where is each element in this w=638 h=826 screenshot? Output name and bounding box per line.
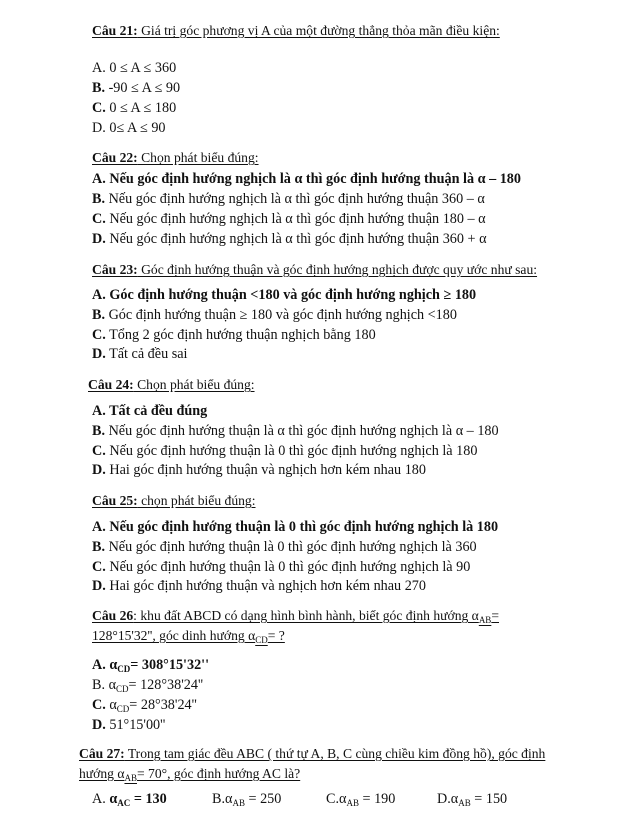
option-23-d [92, 345, 187, 363]
question-text: Trong tam giác đều ABC ( thứ tự A, B, C cùng chiều kim đồng hồ), góc định [124, 746, 546, 761]
question-text: Chọn phát biểu đúng: [133, 377, 255, 392]
question-text: = ? [267, 628, 285, 643]
option-letter: C. [326, 791, 340, 807]
option-letter: A. [92, 657, 106, 673]
option-letter: C. [92, 697, 106, 713]
option-letter: D. [92, 462, 106, 478]
option-text: = 128°38'24'' [128, 677, 204, 693]
option-24-d [92, 461, 426, 479]
subscript: AB [346, 798, 359, 808]
option-23-a [92, 286, 476, 304]
option-22-d [92, 230, 487, 248]
option-letter: D. [92, 578, 106, 594]
question-27-line-2 [79, 765, 300, 787]
subscript: AC [117, 798, 131, 808]
option-text: Nếu góc định hướng thuận là 0 thì góc định hướng nghịch là 360 [105, 539, 477, 555]
option-letter: A. [92, 791, 106, 807]
option-21-d [92, 119, 166, 137]
option-text: Nếu góc định hướng nghịch là α thì góc định hướng thuận 360 – α [105, 191, 485, 207]
option-text: = 150 [470, 791, 508, 807]
option-text: Nếu góc định hướng nghịch là α thì góc định hướng thuận 360 + α [105, 231, 487, 247]
question-27-line-1 [79, 745, 545, 763]
option-text: Hai góc định hướng thuận và nghịch hơn kém nhau 180 [105, 462, 426, 478]
option-text: = 28°38'24'' [129, 697, 197, 713]
option-text: Nếu góc định hướng thuận là α thì góc định hướng nghịch là α – 180 [105, 423, 499, 439]
option-letter: D. [92, 231, 106, 247]
question-text: = 70°, góc định hướng AC là? [136, 766, 301, 781]
option-27-b [212, 790, 281, 812]
option-letter: C. [92, 443, 106, 459]
question-text: 128°15'32'', góc dinh hướng α [92, 628, 256, 643]
question-text: Giá trị góc phương vị A của một đường thẳng thỏa mãn điều kiện: [137, 23, 500, 38]
option-21-c [92, 99, 176, 117]
question-24 [88, 376, 255, 394]
question-text: hướng α [79, 766, 125, 781]
option-text: α [450, 791, 459, 807]
option-text: α [105, 657, 118, 673]
question-23 [92, 261, 537, 279]
question-26-line-1 [92, 607, 499, 629]
question-text: : khu đất ABCD có dạng hình bình hành, biết góc định hướng α [133, 608, 479, 623]
option-letter: A. [92, 403, 106, 419]
option-text: 0 ≤ A ≤ 180 [105, 100, 177, 116]
option-text: Tất cả đều sai [105, 346, 188, 362]
option-letter: C. [92, 327, 106, 343]
option-text: -90 ≤ A ≤ 90 [105, 80, 181, 96]
option-letter: B. [92, 423, 106, 439]
option-text: Tất cả đều đúng [105, 403, 208, 419]
question-26-line-2 [92, 627, 285, 649]
option-24-c [92, 442, 477, 460]
option-26-c [92, 696, 197, 718]
option-letter: B. [92, 307, 106, 323]
option-21-a [92, 59, 176, 77]
option-26-d [92, 716, 165, 734]
subscript: CD [116, 684, 129, 694]
option-text: = 190 [358, 791, 396, 807]
option-text: Nếu góc định hướng nghịch là α thì góc định hướng thuận 180 – α [105, 211, 486, 227]
question-25 [92, 492, 256, 510]
option-23-c [92, 326, 376, 344]
option-text: Hai góc định hướng thuận và nghịch hơn kém nhau 270 [105, 578, 426, 594]
question-text: Chọn phát biểu đúng: [137, 150, 259, 165]
option-text: α [105, 677, 116, 693]
option-text: α [105, 697, 117, 713]
option-letter: C. [92, 211, 106, 227]
option-letter: C. [92, 559, 106, 575]
option-letter: B. [212, 791, 226, 807]
option-25-c [92, 558, 470, 576]
option-text: = 130 [130, 791, 167, 807]
option-letter: A. [92, 171, 106, 187]
option-21-b [92, 79, 180, 97]
option-letter: A. [92, 60, 106, 76]
option-27-a [92, 790, 167, 812]
option-text: Tổng 2 góc định hướng thuận nghịch bằng 180 [105, 327, 376, 343]
option-22-a [92, 170, 521, 188]
question-text: Góc định hướng thuận và góc định hướng nghịch được quy ước như sau: [137, 262, 538, 277]
subscript: AB [478, 615, 492, 625]
option-text: Nếu góc định hướng thuận là 0 thì góc định hướng nghịch là 90 [105, 559, 471, 575]
option-25-d [92, 577, 426, 595]
option-25-b [92, 538, 477, 556]
option-24-a [92, 402, 207, 420]
question-label: Câu 26 [92, 608, 134, 623]
question-text: chọn phát biểu đúng: [137, 493, 256, 508]
option-text: 0≤ A ≤ 90 [105, 120, 166, 136]
option-letter: D. [437, 791, 451, 807]
subscript: AB [458, 798, 471, 808]
subscript: AB [124, 773, 137, 783]
subscript: CD [116, 704, 130, 714]
option-letter: D. [92, 346, 106, 362]
question-label: Câu 21: [92, 23, 138, 38]
option-letter: B. [92, 677, 106, 693]
option-24-b [92, 422, 499, 440]
option-text: = 250 [244, 791, 282, 807]
option-25-a [92, 518, 498, 536]
option-22-b [92, 190, 485, 208]
question-21 [92, 22, 500, 40]
option-text: Nếu góc định hướng thuận là 0 thì góc định hướng nghịch là 180 [105, 519, 499, 535]
option-letter: A. [92, 519, 106, 535]
question-label: Câu 27: [79, 746, 125, 761]
option-23-b [92, 306, 457, 324]
option-text: 51°15'00'' [105, 717, 166, 733]
option-letter: D. [92, 120, 106, 136]
question-22 [92, 149, 259, 167]
option-letter: B. [92, 539, 106, 555]
option-text: α [339, 791, 347, 807]
option-letter: B. [92, 80, 106, 96]
option-text: Góc định hướng thuận ≥ 180 và góc định hướng nghịch <180 [105, 307, 457, 323]
option-text: Góc định hướng thuận <180 và góc định hướng nghịch ≥ 180 [105, 287, 477, 303]
option-26-b [92, 676, 203, 698]
question-text: = [491, 608, 499, 623]
question-label: Câu 24: [88, 377, 134, 392]
option-text: α [225, 791, 233, 807]
option-letter: B. [92, 191, 106, 207]
option-26-a [92, 656, 209, 678]
option-text: = 308°15'32'' [130, 657, 210, 673]
option-text: Nếu góc định hướng thuận là 0 thì góc định hướng nghịch là 180 [105, 443, 478, 459]
option-text: 0 ≤ A ≤ 360 [105, 60, 177, 76]
option-text: Nếu góc định hướng nghịch là α thì góc định hướng thuận là α – 180 [105, 171, 521, 187]
subscript: AB [232, 798, 245, 808]
question-label: Câu 23: [92, 262, 138, 277]
option-letter: C. [92, 100, 106, 116]
option-27-d [437, 790, 507, 812]
question-label: Câu 22: [92, 150, 138, 165]
option-22-c [92, 210, 486, 228]
option-text: α [105, 791, 118, 807]
subscript: CD [117, 664, 131, 674]
subscript: CD [255, 635, 268, 645]
question-label: Câu 25: [92, 493, 138, 508]
option-letter: D. [92, 717, 106, 733]
option-letter: A. [92, 287, 106, 303]
option-27-c [326, 790, 395, 812]
